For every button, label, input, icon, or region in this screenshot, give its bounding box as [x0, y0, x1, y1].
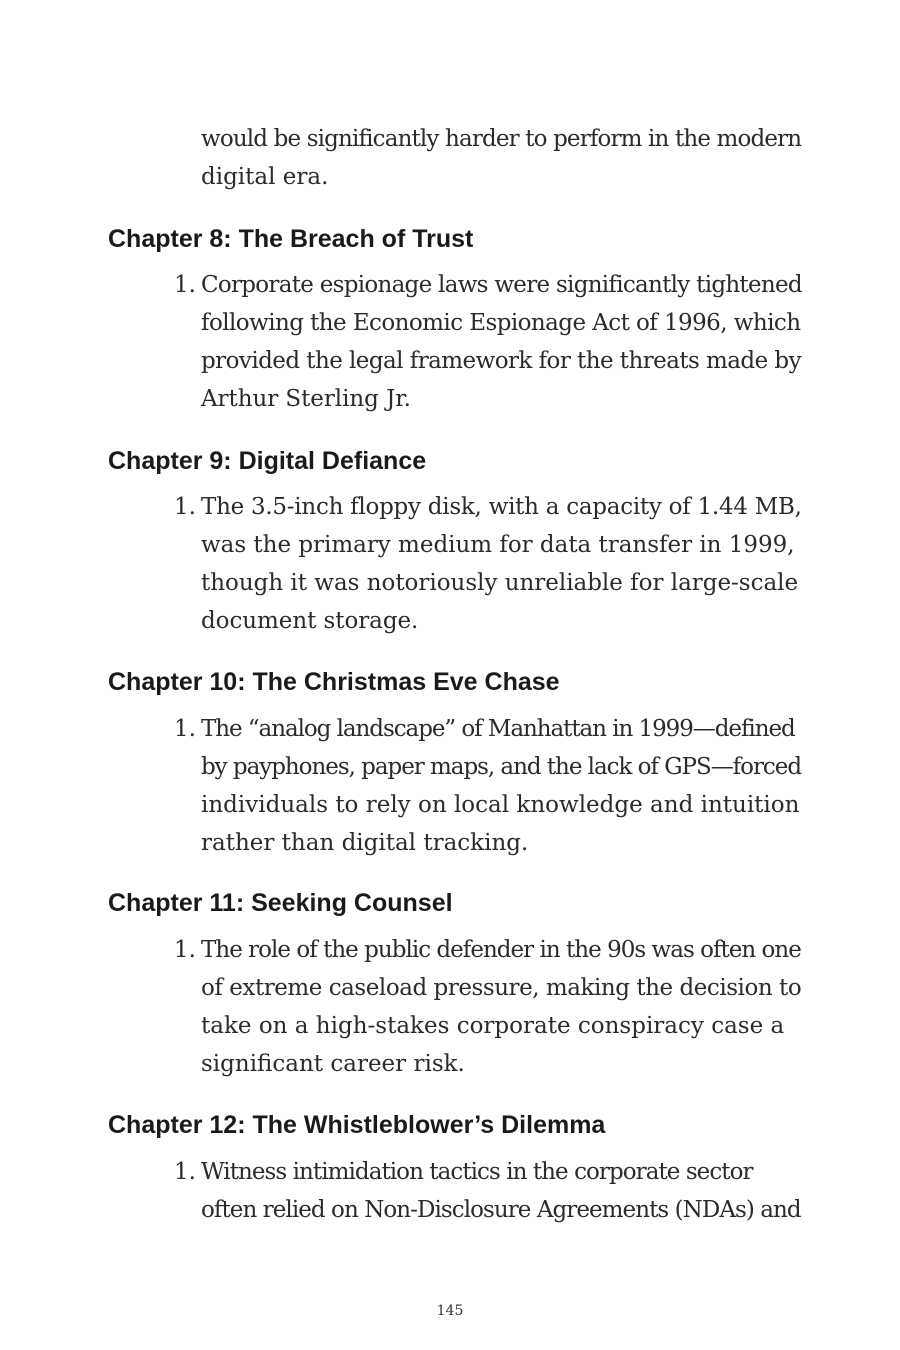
note-paragraph [201, 266, 802, 418]
note-paragraph [201, 1153, 801, 1229]
text-line: digital era. [201, 164, 329, 190]
text-line: following the Economic Espionage Act of 1996, which [201, 310, 801, 336]
list-item-number: 1. [174, 272, 196, 298]
text-line: Witness intimidation tactics in the corporate sector [201, 1159, 753, 1185]
text-line: individuals to rely on local knowledge and intuition [201, 792, 800, 818]
note-paragraph [201, 931, 801, 1083]
text-line: would be significantly harder to perform in the modern [201, 126, 802, 152]
text-line: rather than digital tracking. [201, 830, 529, 856]
text-line: The 3.5-inch floppy disk, with a capacity of 1.44 MB, [201, 494, 802, 520]
text-line: Arthur Sterling Jr. [201, 386, 411, 412]
page-number: 145 [436, 1303, 464, 1319]
list-item-number: 1. [174, 1159, 196, 1185]
text-line: document storage. [201, 608, 419, 634]
text-line: of extreme caseload pressure, making the decision to [201, 975, 802, 1001]
text-line: The “analog landscape” of Manhattan in 1999—defined [201, 716, 795, 742]
text-line: often relied on Non-Disclosure Agreements (NDAs) and [201, 1197, 801, 1223]
text-line: provided the legal framework for the threats made by [201, 348, 802, 374]
chapter-heading: Chapter 9: Digital Defiance [108, 447, 427, 475]
text-line: by payphones, paper maps, and the lack of GPS—forced [201, 754, 802, 780]
text-line: Corporate espionage laws were significantly tightened [201, 272, 802, 298]
text-line: significant career risk. [201, 1051, 465, 1077]
text-line: The role of the public defender in the 90s was often one [201, 937, 801, 963]
chapter-heading: Chapter 10: The Christmas Eve Chase [108, 668, 560, 696]
text-line: was the primary medium for data transfer in 1999, [201, 532, 795, 558]
note-paragraph [201, 488, 802, 640]
chapter-heading: Chapter 11: Seeking Counsel [108, 889, 453, 917]
list-item-number: 1. [174, 494, 196, 520]
list-item-number: 1. [174, 937, 196, 963]
chapter-heading: Chapter 8: The Breach of Trust [108, 225, 474, 253]
note-paragraph [201, 710, 801, 862]
text-line: though it was notoriously unreliable for large-scale [201, 570, 799, 596]
list-item-number: 1. [174, 716, 196, 742]
text-line: take on a high-stakes corporate conspiracy case a [201, 1013, 785, 1039]
chapter-heading: Chapter 12: The Whistleblower’s Dilemma [108, 1111, 606, 1139]
continuation-paragraph [201, 120, 801, 196]
